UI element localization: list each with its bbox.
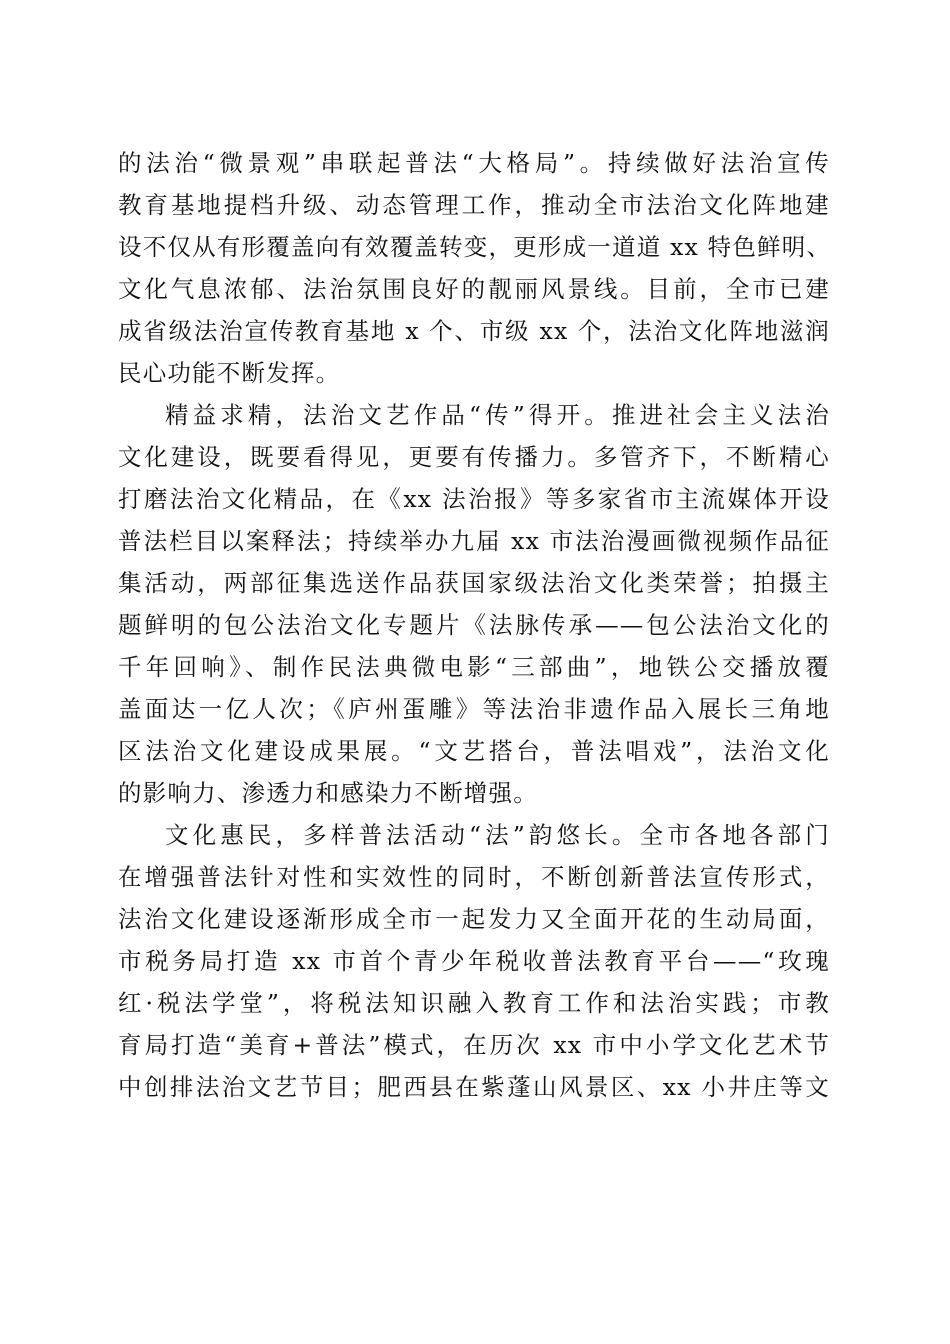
text-line: 的影响力、渗透力和感染力不断增强。 — [118, 779, 538, 807]
text-line: 打磨法治文化精品，在《xx 法治报》等多家省市主流媒体开设 — [118, 485, 830, 513]
text-line: 市税务局打造 xx 市首个青少年税收普法教育平台——“玫瑰 — [118, 947, 830, 975]
text-line: 精益求精，法治文艺作品“传”得开。推进社会主义法治 — [165, 401, 830, 429]
text-line: 文化气息浓郁、法治氛围良好的靓丽风景线。目前，全市已建 — [118, 275, 830, 303]
text-line: 的法治“微景观”串联起普法“大格局”。持续做好法治宣传 — [118, 149, 830, 177]
paragraph-2 — [118, 394, 830, 814]
text-line: 文化建设，既要看得见，更要有传播力。多管齐下，不断精心 — [118, 443, 830, 471]
text-line: 法治文化建设逐渐形成全市一起发力又全面开花的生动局面， — [118, 905, 830, 933]
text-line: 文化惠民，多样普法活动“法”韵悠长。全市各地各部门 — [165, 821, 830, 849]
text-line: 育局打造“美育+普法”模式，在历次 xx 市中小学文化艺术节 — [118, 1031, 830, 1059]
text-line: 民心功能不断发挥。 — [118, 359, 341, 387]
text-line: 红·税法学堂”，将税法知识融入教育工作和法治实践；市教 — [118, 989, 830, 1017]
text-line: 在增强普法针对性和实效性的同时，不断创新普法宣传形式， — [118, 863, 830, 891]
paragraph-1 — [118, 142, 830, 394]
text-line: 中创排法治文艺节目；肥西县在紫蓬山风景区、xx 小井庄等文 — [118, 1073, 830, 1101]
paragraph-3 — [118, 814, 830, 1108]
text-line: 千年回响》、制作民法典微电影“三部曲”，地铁公交播放覆 — [118, 653, 830, 681]
text-line: 区法治文化建设成果展。“文艺搭台，普法唱戏”，法治文化 — [118, 737, 830, 765]
document-body — [118, 142, 830, 1108]
text-line: 设不仅从有形覆盖向有效覆盖转变，更形成一道道 xx 特色鲜明、 — [118, 233, 832, 261]
text-line: 成省级法治宣传教育基地 x 个、市级 xx 个，法治文化阵地滋润 — [118, 317, 830, 345]
text-line: 教育基地提档升级、动态管理工作，推动全市法治文化阵地建 — [118, 191, 830, 219]
text-line: 盖面达一亿人次；《庐州蛋雕》等法治非遗作品入展长三角地 — [118, 695, 830, 723]
text-line: 普法栏目以案释法；持续举办九届 xx 市法治漫画微视频作品征 — [118, 527, 830, 555]
text-line: 集活动，两部征集选送作品获国家级法治文化类荣誉；拍摄主 — [118, 569, 830, 597]
text-line: 题鲜明的包公法治文化专题片《法脉传承——包公法治文化的 — [118, 611, 830, 639]
